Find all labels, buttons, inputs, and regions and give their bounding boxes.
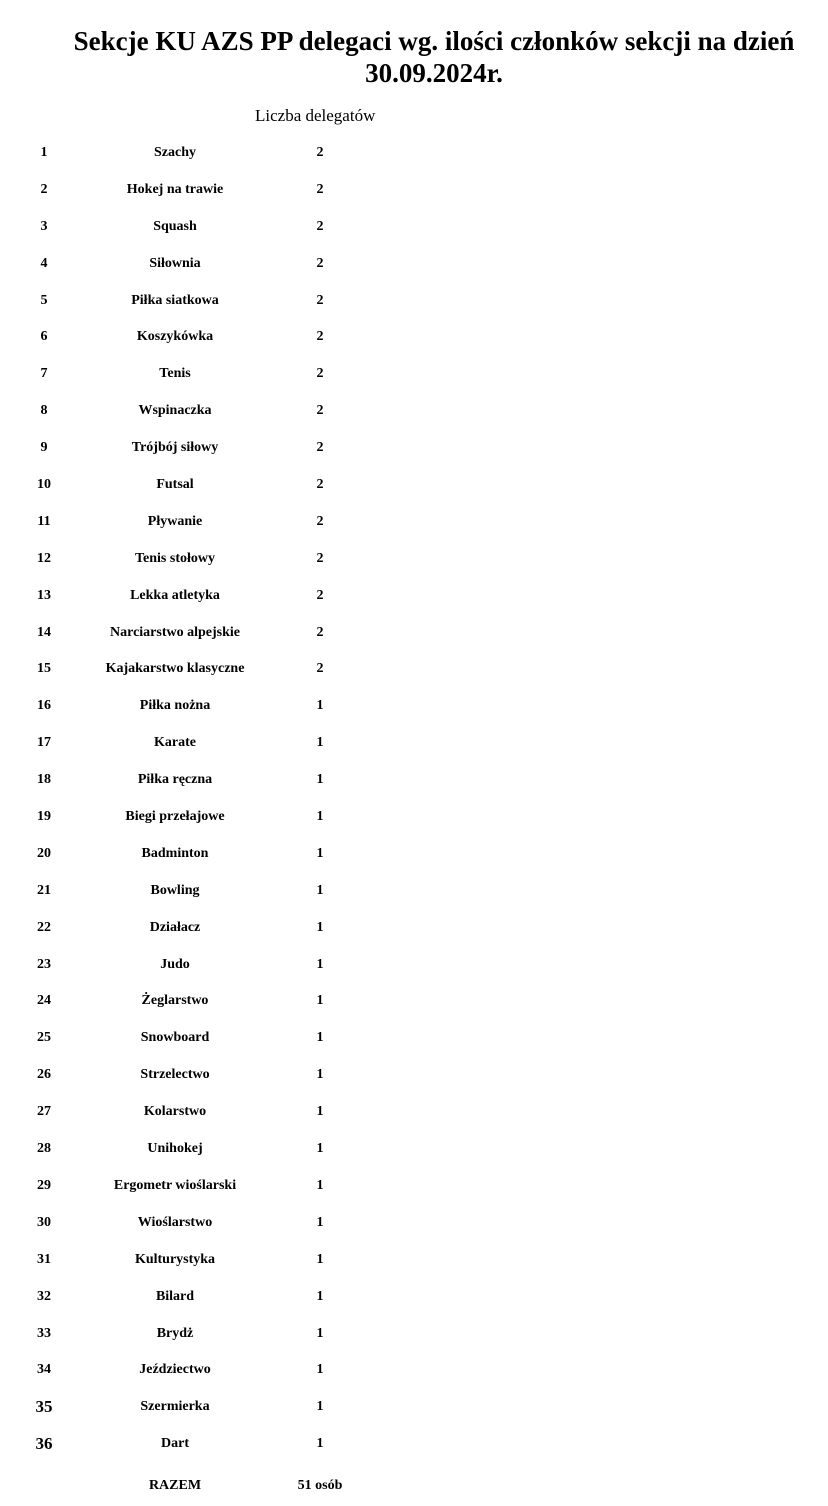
section-name: Siłownia (149, 255, 201, 271)
table-row (0, 1206, 828, 1243)
row-number: 20 (37, 845, 51, 861)
delegate-count: 2 (316, 550, 324, 566)
section-name: Judo (160, 956, 190, 972)
row-number: 27 (37, 1104, 51, 1120)
row-number: 16 (37, 698, 51, 714)
section-name: Karate (154, 735, 196, 751)
table-row (0, 911, 828, 948)
section-name: Squash (153, 218, 197, 234)
delegate-count: 2 (316, 587, 324, 603)
section-name: Jeździectwo (139, 1362, 211, 1378)
sections-list (0, 136, 828, 1464)
row-number: 28 (37, 1141, 51, 1157)
section-name: Piłka nożna (139, 698, 211, 714)
row-number: 23 (37, 956, 51, 972)
row-number: 1 (40, 145, 48, 160)
delegate-count: 2 (316, 661, 324, 677)
section-name: Narciarstwo alpejskie (110, 624, 240, 640)
section-name: Biegi przełajowe (125, 809, 225, 825)
table-row (0, 431, 828, 468)
row-number: 29 (37, 1177, 51, 1193)
section-name: Unihokej (147, 1141, 203, 1157)
table-row (0, 1021, 828, 1058)
table-row (0, 505, 828, 542)
section-name: Wspinaczka (138, 403, 212, 419)
row-number: 24 (37, 993, 51, 1009)
section-name: Wioślarstwo (137, 1214, 213, 1230)
table-row (0, 173, 828, 210)
section-name: Koszykówka (136, 329, 214, 345)
section-name: Futsal (156, 477, 194, 493)
row-number: 31 (37, 1251, 51, 1267)
table-row (0, 616, 828, 653)
section-name: Strzelectwo (140, 1067, 210, 1083)
row-number: 14 (37, 624, 51, 640)
total-value: 51 osób (297, 1478, 343, 1493)
table-row (0, 1280, 828, 1317)
row-number: 36 (35, 1434, 53, 1454)
delegate-count: 1 (316, 845, 324, 861)
table-row (0, 726, 828, 763)
row-number: 6 (40, 329, 48, 345)
table-row (0, 394, 828, 431)
row-number: 30 (37, 1214, 51, 1230)
delegate-count: 1 (316, 993, 324, 1009)
section-name: Dart (161, 1436, 189, 1452)
row-number: 2 (40, 181, 48, 197)
table-row (0, 652, 828, 689)
row-number: 17 (37, 735, 51, 751)
table-row (0, 837, 828, 874)
row-number: 34 (37, 1362, 51, 1378)
section-name: Działacz (149, 919, 201, 935)
section-name: Bilard (155, 1288, 195, 1304)
delegate-count: 2 (316, 218, 324, 234)
row-number: 21 (37, 882, 51, 898)
table-row (0, 1243, 828, 1280)
row-number: 35 (35, 1397, 53, 1417)
delegate-count: 1 (316, 882, 324, 898)
table-row (0, 1317, 828, 1354)
delegate-count: 1 (316, 1399, 324, 1415)
section-name: Brydż (156, 1325, 194, 1341)
table-row (0, 542, 828, 579)
row-number: 25 (37, 1030, 51, 1046)
section-name: Tenis stołowy (134, 550, 215, 566)
section-name: Piłka ręczna (137, 772, 213, 788)
table-row (0, 1427, 828, 1464)
table-row (0, 136, 828, 173)
section-name: Kajakarstwo klasyczne (105, 661, 245, 677)
delegate-count: 1 (316, 1141, 324, 1157)
row-number: 22 (37, 919, 51, 935)
delegate-count: 2 (316, 624, 324, 640)
delegate-count: 1 (316, 1288, 324, 1304)
delegate-count: 2 (316, 440, 324, 456)
section-name: Kulturystyka (134, 1251, 216, 1267)
row-number: 7 (40, 366, 48, 382)
delegate-count: 2 (316, 366, 324, 382)
section-name: Badminton (141, 845, 209, 861)
section-name: Lekka atletyka (130, 587, 220, 603)
delegate-count: 1 (316, 772, 324, 788)
delegate-count: 2 (316, 255, 324, 271)
delegate-count: 1 (316, 1030, 324, 1046)
table-row (0, 1390, 828, 1427)
page-title: Sekcje KU AZS PP delegaci wg. ilości członków sekcji na dzień 30.09.2024r. (73, 26, 795, 88)
table-row (0, 320, 828, 357)
delegate-count: 2 (316, 477, 324, 493)
section-name: Szachy (154, 145, 196, 160)
row-number: 11 (37, 513, 51, 529)
row-number: 26 (37, 1067, 51, 1083)
delegate-count: 1 (316, 1214, 324, 1230)
delegate-count: 2 (316, 181, 324, 197)
section-name: Kolarstwo (143, 1104, 207, 1120)
table-row (0, 874, 828, 911)
section-name: Szermierka (140, 1399, 210, 1415)
delegate-count: 1 (316, 1104, 324, 1120)
column-header-delegates: Liczba delegatów (255, 106, 376, 125)
section-name: Piłka siatkowa (131, 292, 219, 308)
delegate-count: 1 (316, 698, 324, 714)
delegate-count: 1 (316, 809, 324, 825)
section-name: Tenis (159, 366, 191, 382)
section-name: Pływanie (147, 513, 203, 529)
total-row (0, 1476, 828, 1500)
row-number: 3 (40, 218, 48, 234)
table-row (0, 763, 828, 800)
delegate-count: 1 (316, 919, 324, 935)
section-name: Żeglarstwo (141, 993, 209, 1009)
section-name: Snowboard (140, 1030, 210, 1046)
delegate-count: 2 (316, 403, 324, 419)
section-name: Trójbój siłowy (131, 440, 219, 456)
row-number: 32 (37, 1288, 51, 1304)
row-number: 12 (37, 550, 51, 566)
section-name: Bowling (150, 882, 200, 898)
table-row (0, 1353, 828, 1390)
delegate-count: 1 (316, 1362, 324, 1378)
delegate-count: 2 (316, 145, 324, 160)
delegate-count: 1 (316, 1436, 324, 1452)
row-number: 9 (40, 440, 48, 456)
delegate-count: 2 (316, 329, 324, 345)
row-number: 10 (37, 477, 51, 493)
delegate-count: 1 (316, 956, 324, 972)
table-row (0, 468, 828, 505)
row-number: 5 (40, 292, 48, 308)
delegate-count: 1 (316, 735, 324, 751)
delegate-count: 1 (316, 1067, 324, 1083)
table-row (0, 247, 828, 284)
table-row (0, 800, 828, 837)
row-number: 13 (37, 587, 51, 603)
row-number: 18 (37, 772, 51, 788)
table-row (0, 1058, 828, 1095)
table-row (0, 357, 828, 394)
table-row (0, 1132, 828, 1169)
table-row (0, 579, 828, 616)
section-name: Hokej na trawie (126, 181, 224, 197)
table-row (0, 948, 828, 985)
table-row (0, 284, 828, 321)
row-number: 15 (37, 661, 51, 677)
delegate-count: 1 (316, 1251, 324, 1267)
table-row (0, 1169, 828, 1206)
table-row (0, 984, 828, 1021)
row-number: 33 (37, 1325, 51, 1341)
delegate-count: 2 (316, 292, 324, 308)
table-row (0, 1095, 828, 1132)
row-number: 4 (40, 255, 48, 271)
delegate-count: 2 (316, 513, 324, 529)
delegate-count: 1 (316, 1325, 324, 1341)
delegate-count: 1 (316, 1177, 324, 1193)
table-row (0, 210, 828, 247)
section-name: Ergometr wioślarski (113, 1177, 237, 1193)
row-number: 8 (40, 403, 48, 419)
row-number: 19 (37, 809, 51, 825)
total-label: RAZEM (148, 1478, 202, 1493)
table-row (0, 689, 828, 726)
